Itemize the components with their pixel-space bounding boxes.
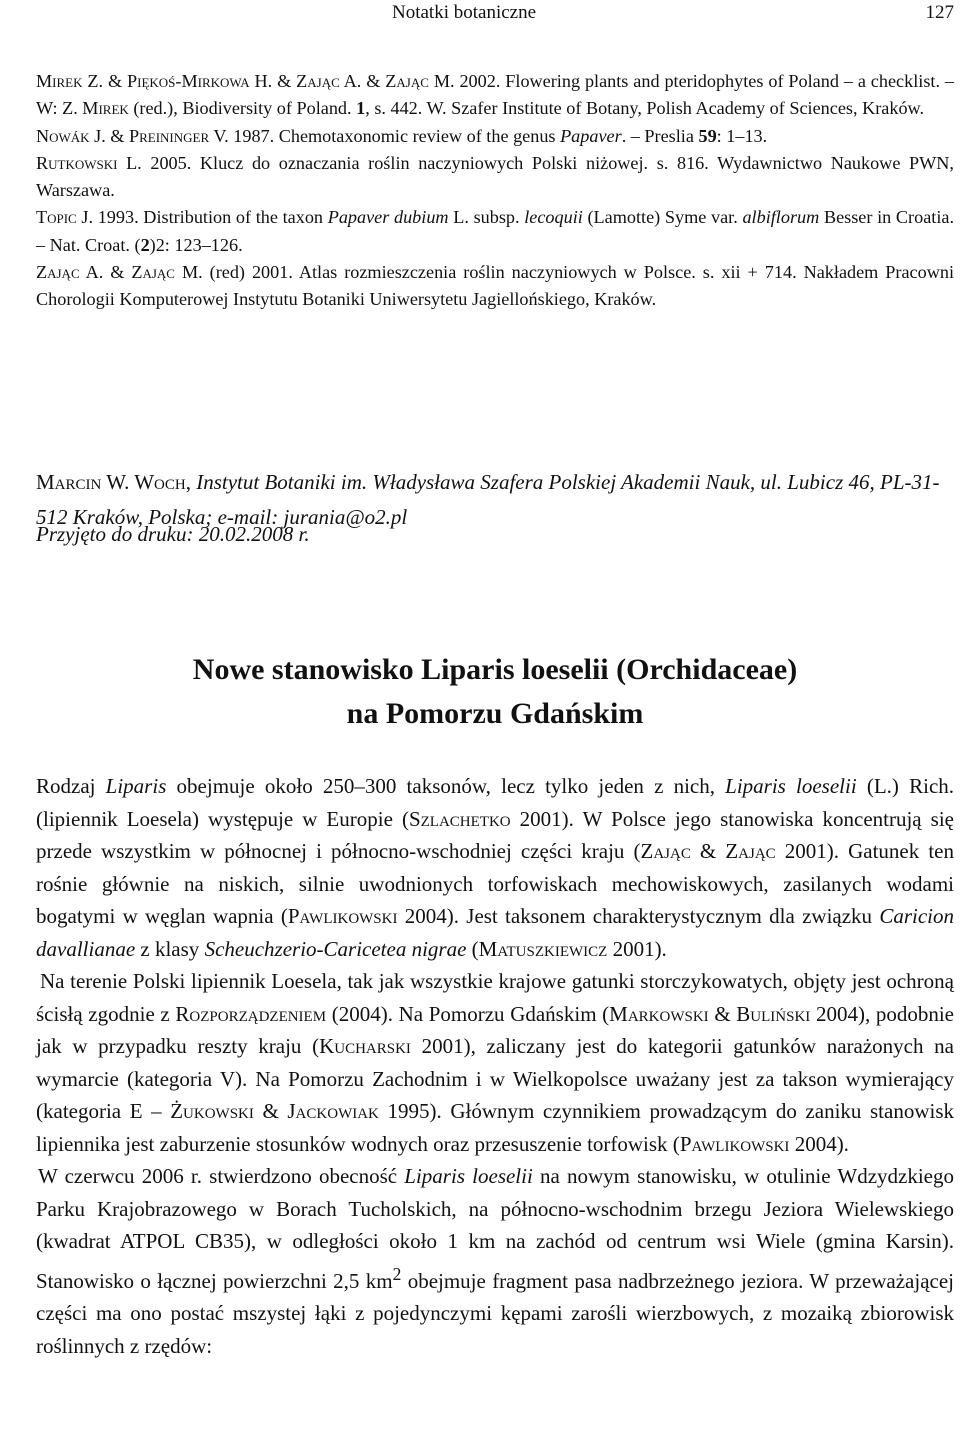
reference-taxon: albiflorum (742, 207, 820, 228)
reference-item (36, 204, 954, 259)
taxon-name: Caricion davallianae (36, 904, 954, 961)
reference-authors: Topic J. (36, 207, 94, 228)
citation-author: Matuszkiewicz (478, 936, 608, 961)
superscript: 2 (392, 1263, 402, 1284)
reference-text: L. subsp. (448, 207, 525, 228)
citation-author: Pawlikowski (679, 1131, 790, 1156)
text-run: obejmuje fragment pasa nadbrzeżnego jeziora. W przeważającej części ma ono postać mszystej łąki z pojedynczymi kępami zarośli wierzbowych, z mozaiką zbiorowisk roślinnych z rzędów: (36, 1268, 954, 1358)
text-run: 1995). Głównym czynnikiem prowadzącym do zaniku stanowisk lipiennika jest zaburzenie stosunków wodnych oraz przesuszenie torfowisk ( (36, 1099, 954, 1156)
reference-item (36, 123, 954, 150)
reference-item (36, 68, 954, 123)
article-title (36, 648, 954, 736)
text-run: 2004), podobnie jak w przypadku reszty kraju ( (36, 1001, 955, 1058)
references-list (36, 68, 954, 314)
taxon-name: Scheuchzerio-Caricetea nigrae (204, 936, 467, 961)
reference-text: . – Preslia (621, 125, 699, 146)
taxon-name: Liparis loeselii (404, 1164, 533, 1188)
reference-authors: Rutkowski L. (36, 152, 142, 173)
reference-text: )2: 123–126. (149, 234, 243, 255)
citation-author: Markowski & Buliński (609, 1001, 811, 1026)
reference-taxon: Papaver (560, 125, 622, 146)
text-run: 2004). Jest taksonem charakterystycznym dla związku (397, 904, 880, 928)
text-run: 2001), zaliczany jest do kategorii gatunków narażonych na wymarcie (kategoria V). Na Pomorzu Zachodnim i w Wielkopolsce uważany jest za takson wymierający (kategoria E – (36, 1034, 954, 1123)
reference-text: 2002. Flowering plants and pteridophytes of Poland – a checklist. – W: Z. (36, 71, 954, 119)
text-run: W czerwcu 2006 r. stwierdzono obecność (38, 1164, 405, 1188)
reference-authors: Nowák J. & Preininger V. (36, 125, 229, 146)
reference-text: (red.), Biodiversity of Poland. (128, 98, 357, 119)
text-run: na nowym stanowisku, w otulinie Wdzydzkiego Parku Krajobrazowego w Borach Tucholskich, na północno-wschodnim brzegu Jeziora Wielewskiego (kwadrat ATPOL CB35), w odległości około 1 km na zachód od centrum wsi Wiele (gmina Karsin). Stanowisko o łącznej powierzchni 2,5 km (36, 1164, 954, 1293)
text-run: obejmuje około 250–300 taksonów, lecz tylko jeden z nich, (166, 774, 726, 798)
citation-author: Szlachetko (408, 806, 511, 831)
paragraph (36, 965, 954, 1160)
citation-author: Żukowski & Jackowiak (170, 1099, 379, 1123)
reference-volume: 59 (698, 125, 717, 146)
text-run: 2001). (607, 936, 667, 961)
affiliation-author: Marcin W. Woch, (36, 470, 191, 494)
reference-authors: Mirek Z. & Piękoś-Mirkowa H. & Zając A. & Zając M. (36, 71, 455, 91)
taxon-name: Liparis (105, 774, 167, 798)
reference-text: 1993. Distribution of the taxon (93, 207, 328, 228)
text-run: 2004). (789, 1131, 849, 1156)
text-run: (L.) Rich. (lipiennik Loesela) występuje w Europie ( (36, 774, 955, 831)
reference-text: 1987. Chemotaxonomic review of the genus (228, 125, 561, 146)
article-title-line: na Pomorzu Gdańskim (346, 697, 644, 730)
reference-taxon: Papaver dubium (327, 207, 449, 228)
text-run: 2001). Gatunek ten rośnie głównie na niskich, silnie uwodnionych torfowiskach mechowiskowych, zasilanych wodami bogatymi w węglan wapnia ( (36, 839, 954, 928)
reference-item (36, 150, 954, 205)
citation-author: Pawlikowski (287, 904, 398, 928)
taxon-name: Liparis loeselii (725, 774, 857, 798)
journal-title: Notatki botaniczne (392, 2, 537, 23)
citation-author: Zając & Zając (640, 839, 776, 863)
citation-author: Kucharski (319, 1034, 411, 1058)
paragraph (36, 770, 954, 965)
reference-volume: 2 (140, 234, 150, 255)
reference-taxon: lecoquii (524, 207, 583, 228)
article-body (36, 770, 954, 1362)
reference-text: (Lamotte) Syme var. (582, 207, 743, 228)
reference-text: Besser in Croatia. – Nat. Croat. ( (36, 207, 955, 255)
running-header (36, 2, 954, 26)
reference-text: (red) 2001. Atlas rozmieszczenia roślin naczyniowych w Polsce. s. xii + 714. Nakładem Pracowni Chorologii Komputerowej Instytutu Botaniki Uniwersytetu Jagiellońskiego, Kraków. (36, 262, 954, 310)
page-number: 127 (925, 2, 954, 23)
reference-volume: 1 (356, 98, 366, 119)
reference-authors: Zając A. & Zając M. (36, 262, 203, 283)
affiliation-address: Instytut Botaniki im. Władysława Szafera Polskiej Akademii Nauk, ul. Lubicz 46, PL-31-512 Kraków, Polska; e-mail: jurania@o2.pl (36, 470, 940, 529)
accepted-date: Przyjęto do druku: 20.02.2008 r. (36, 522, 310, 546)
reference-text: , s. 442. W. Szafer Institute of Botany, Polish Academy of Sciences, Kraków. (365, 98, 925, 119)
citation-author: Rozporządzeniem (175, 1001, 327, 1026)
text-run: z klasy (135, 936, 205, 961)
text-run: (2004). Na Pomorzu Gdańskim ( (326, 1001, 610, 1026)
article-title-line: Nowe stanowisko Liparis loeselii (Orchidaceae) (192, 653, 798, 686)
paragraph (36, 1160, 954, 1362)
reference-text: 2005. Klucz do oznaczania roślin naczyniowych Polski niżowej. s. 816. Wydawnictwo Naukowe PWN, Warszawa. (36, 152, 954, 201)
reference-editor: Mirek (82, 98, 129, 119)
text-run: ( (466, 936, 479, 961)
text-run: 2001). W Polsce jego stanowiska koncentrują się przede wszystkim w północnej i północno-wschodniej części kraju ( (36, 806, 954, 863)
reference-item (36, 259, 954, 314)
text-run: Na terenie Polski lipiennik Loesela, tak jak wszystkie krajowe gatunki storczykowatych, objęty jest ochroną ścisłą zgodnie z (36, 969, 954, 1026)
text-run: Rodzaj (36, 774, 106, 798)
reference-text: : 1–13. (716, 125, 768, 146)
